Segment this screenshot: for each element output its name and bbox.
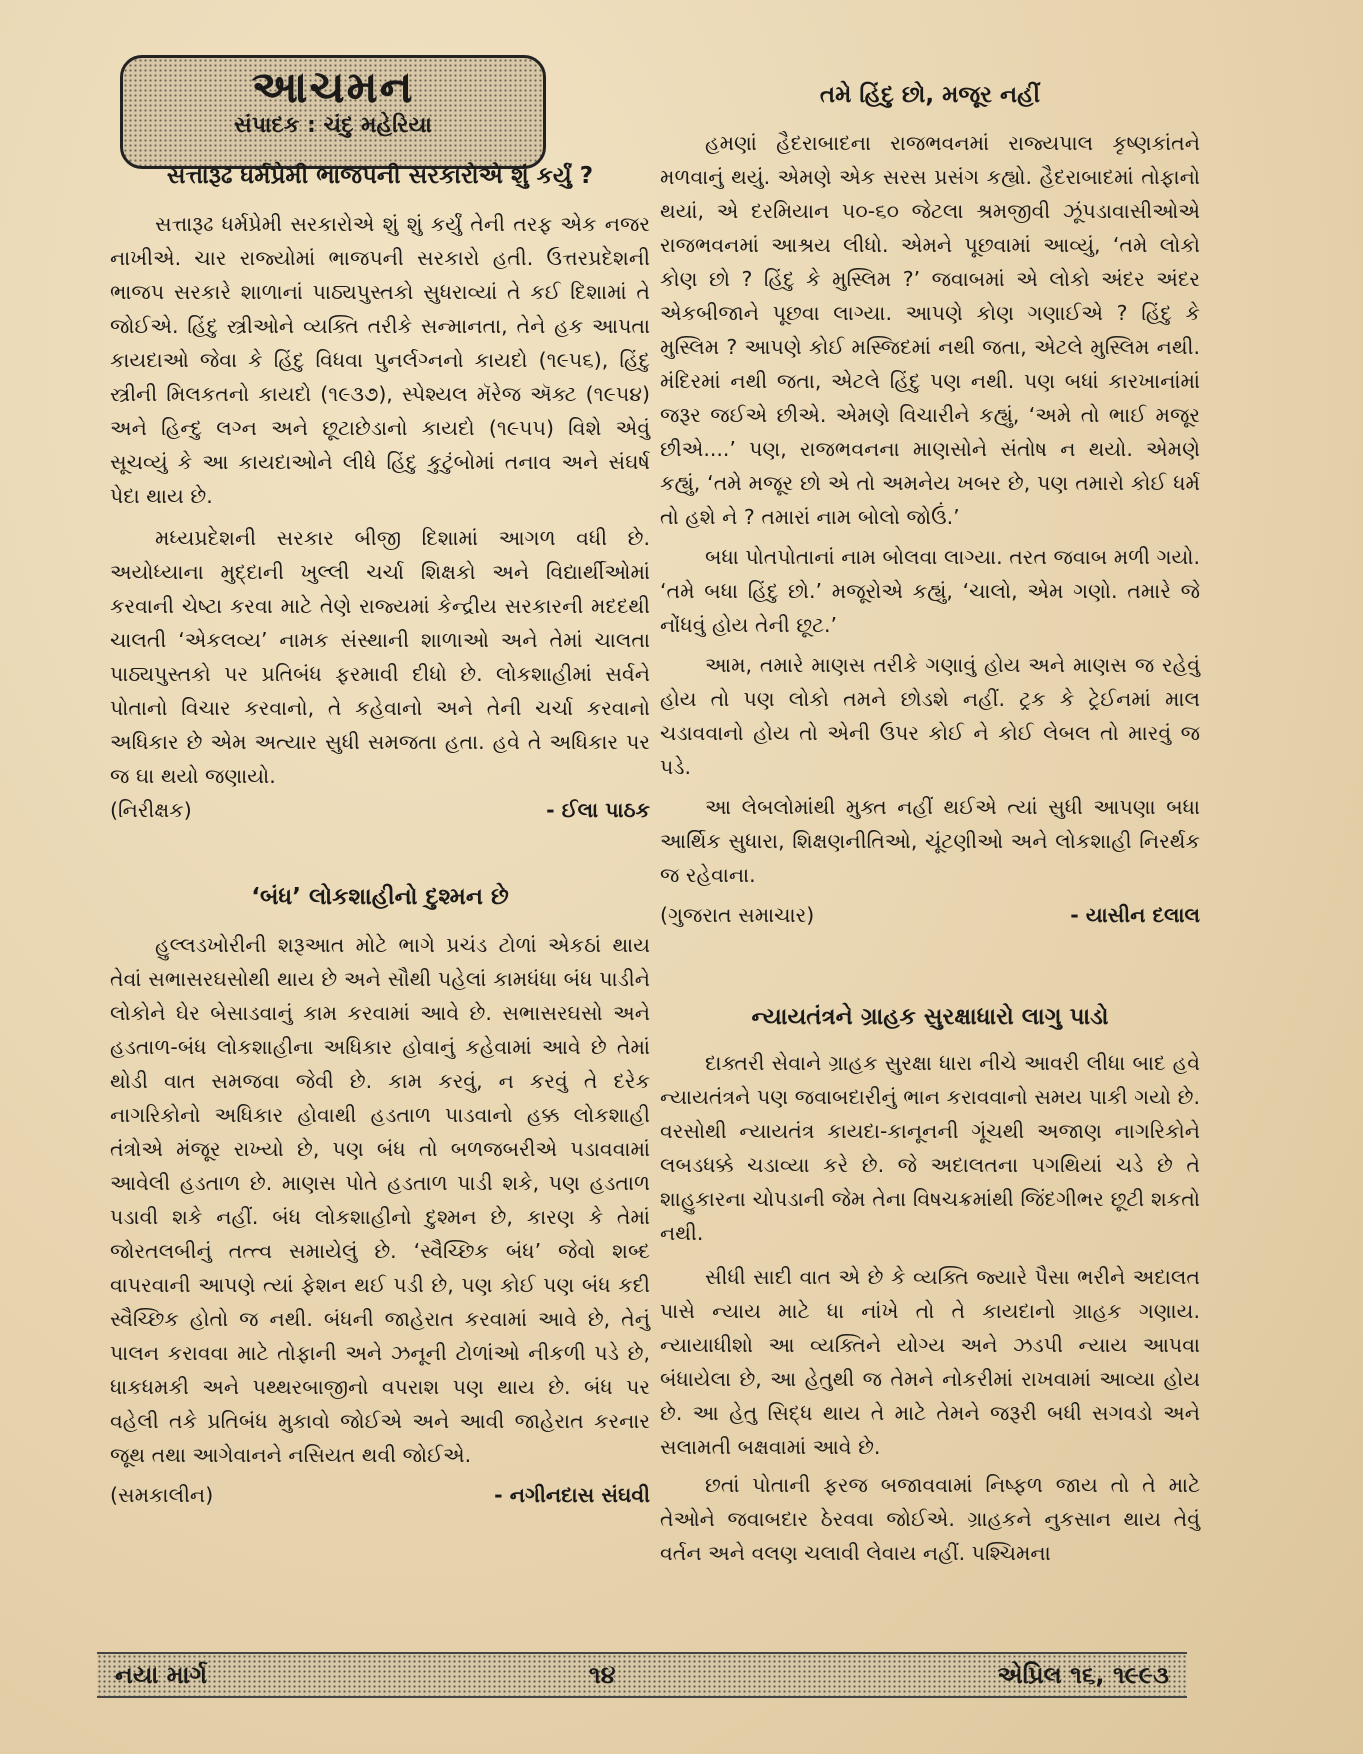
article-3-paragraph: હમણાં હૈદરાબાદના રાજભવનમાં રાજ્યપાલ કૃષ્ણકાંતને મળવાનું થયું. એમણે એક સરસ પ્રસંગ કહ્યો. હૈદરાબાદમાં તોફાનો થયાં, એ દરમિયાન ૫૦-૬૦ જેટલા શ્રમજીવી ઝૂંપડાવાસીઓએ રાજભવનમાં આશ્રય લીધો. એમને પૂછવામાં આવ્યું, ‘તમે લોકો કોણ છો ? હિંદુ કે મુસ્લિમ ?’ જવાબમાં એ લોકો અંદર અંદર એકબીજાને પૂછવા લાગ્યા. આપણે કોણ ગણાઈએ ? હિંદુ કે મુસ્લિમ ? આપણે કોઈ મસ્જિદમાં નથી જતા, એટલે મુસ્લિમ નથી. મંદિરમાં નથી જતા, એટલે હિંદુ પણ નથી. પણ બધાં કારખાનાંમાં જરૂર જઈએ છીએ. એમણે વિચારીને કહ્યું, ‘અમે તો ભાઈ મજૂર છીએ....’ પણ, રાજભવનના માણસોને સંતોષ ન થયો. એમણે કહ્યું, ‘તમે મજૂર છો એ તો અમનેય ખબર છે, પણ તમારો કોઈ ધર્મ તો હશે ને ? તમારાં નામ બોલો જોઉં.’ (660, 131, 1200, 529)
column-title: આચમન (251, 62, 415, 113)
article-2-heading: ‘બંધ’ લોકશાહીનો દુશ્મન છે (251, 884, 509, 910)
article-3-paragraph: આમ, તમારે માણસ તરીકે ગણાવું હોય અને માણસ જ રહેવું હોય તો પણ લોકો તમને છોડશે નહીં. ટ્રક કે ટ્રેઈનમાં માલ ચડાવવાનો હોય તો એની ઉપર કોઈ ને કોઈ લેબલ તો મારવું જ પડે. (660, 653, 1200, 779)
article-1-source: (નિરીક્ષક) (110, 798, 192, 822)
article-1-paragraph: સત્તારૂઢ ધર્મપ્રેમી સરકારોએ શું શું કર્યું તેની તરફ એક નજર નાખીએ. ચાર રાજ્યોમાં ભાજપની સરકારો હતી. ઉત્તરપ્રદેશની ભાજપ સરકારે શાળાનાં પાઠ્યપુસ્તકો સુધરાવ્યાં તે કઈ દિશામાં તે જોઈએ. હિંદુ સ્ત્રીઓને વ્યક્તિ તરીકે સન્માનતા, તેને હક આપતા કાયદાઓ જેવા કે હિંદુ વિધવા પુનર્લગ્નનો કાયદો (૧૯૫૬), હિંદુ સ્ત્રીની મિલકતનો કાયદો (૧૯૩૭), સ્પેશ્યલ મૅરેજ ઍક્ટ (૧૯૫૪) અને હિન્દુ લગ્ન અને છૂટાછેડાનો કાયદો (૧૯૫૫) વિશે એવું સૂચવ્યું કે આ કાયદાઓને લીધે હિંદુ કુટુંબોમાં તનાવ અને સંઘર્ષ પેદા થાય છે. (110, 212, 650, 508)
page-footer (97, 1652, 1187, 1698)
article-3-paragraph: બધા પોતપોતાનાં નામ બોલવા લાગ્યા. તરત જવાબ મળી ગયો. ‘તમે બધા હિંદુ છો.’ મજૂરોએ કહ્યું, ‘ચાલો, એમ ગણો. તમારે જે નોંધવું હોય તેની છૂટ.’ (660, 545, 1200, 637)
article-4-paragraph: છતાં પોતાની ફરજ બજાવવામાં નિષ્ફળ જાય તો તે માટે તેઓને જવાબદાર ઠેરવવા જોઈએ. ગ્રાહકને નુકસાન થાય તેવું વર્તન અને વલણ ચલાવી લેવાય નહીં. પશ્ચિમના (660, 1473, 1200, 1565)
article-1-heading: સત્તારૂઢ ધર્મપ્રેમી ભાજપની સરકારોએ શું કર્યું ? (166, 163, 594, 189)
article-1-body (110, 207, 650, 827)
article-3-attribution (660, 898, 1200, 932)
article-3-heading: તમે હિંદુ છો, મજૂર નહીં (819, 82, 1041, 108)
footer-date: એપ્રિલ ૧૬, ૧૯૯૩ (997, 1661, 1169, 1689)
column-editor: સંપાદક : ચંદુ મહેરિયા (234, 113, 432, 138)
article-1-paragraph: મધ્યપ્રદેશની સરકાર બીજી દિશામાં આગળ વધી છે. અયોધ્યાના મુદ્દાની ખુલ્લી ચર્ચા શિક્ષકો અને વિદ્યાર્થીઓમાં કરવાની ચેષ્ટા કરવા માટે તેણે રાજ્યમાં કેન્દ્રીય સરકારની મદદથી ચાલતી ‘એકલવ્ય’ નામક સંસ્થાની શાળાઓ અને તેમાં ચાલતા પાઠ્યપુસ્તકો પર પ્રતિબંધ ફરમાવી દીધો છે. લોકશાહીમાં સર્વને પોતાનો વિચાર કરવાનો, તે કહેવાનો અને તેની ચર્ચા કરવાનો અધિકાર છે એમ અત્યાર સુધી સમજતા હતા. હવે તે અધિકાર પર જ ઘા થયો જણાયો. (110, 526, 650, 788)
article-2-body (110, 928, 650, 1512)
article-3-paragraph: આ લેબલોમાંથી મુક્ત નહીં થઈએ ત્યાં સુધી આપણા બધા આર્થિક સુધારા, શિક્ષણનીતિઓ, ચૂંટણીઓ અને લોકશાહી નિરર્થક જ રહેવાના. (660, 795, 1200, 887)
article-2-source: (સમકાલીન) (110, 1483, 214, 1507)
column-masthead (120, 55, 546, 169)
footer-magazine-name: નયા માર્ગ (115, 1661, 208, 1689)
article-4-body (660, 1046, 1200, 1570)
article-4-paragraph: દાક્તરી સેવાને ગ્રાહક સુરક્ષા ધારા નીચે આવરી લીધા બાદ હવે ન્યાયતંત્રને પણ જવાબદારીનું ભાન કરાવવાનો સમય પાકી ગયો છે. વરસોથી ન્યાયતંત્ર કાયદા-કાનૂનની ગૂંચથી અજાણ નાગરિકોને લબડધક્કે ચડાવ્યા કરે છે. જે અદાલતના પગથિયાં ચડે છે તે શાહુકારના ચોપડાની જેમ તેના વિષચક્રમાંથી જિંદગીભર છૂટી શકતો નથી. (660, 1051, 1200, 1245)
article-4-heading: ન્યાયતંત્રને ગ્રાહક સુરક્ષાધારો લાગુ પાડો (751, 1004, 1109, 1030)
article-2-paragraph: હુલ્લડખોરીની શરૂઆત મોટે ભાગે પ્રચંડ ટોળાં એકઠાં થાય તેવાં સભાસરઘસોથી થાય છે અને સૌથી પહેલાં કામધંધા બંધ પાડીને લોકોને ઘેર બેસાડવાનું કામ કરવામાં આવે છે. સભાસરઘસો અને હડતાળ-બંધ લોકશાહીના અધિકાર હોવાનું કહેવામાં આવે છે તેમાં થોડી વાત સમજવા જેવી છે. કામ કરવું, ન કરવું તે દરેક નાગરિકોનો અધિકાર હોવાથી હડતાળ પાડવાનો હક્ક લોકશાહી તંત્રોએ મંજૂર રાખ્યો છે, પણ બંધ તો બળજબરીએ પડાવવામાં આવેલી હડતાળ છે. માણસ પોતે હડતાળ પાડી શકે, પણ હડતાળ પડાવી શકે નહીં. બંધ લોકશાહીનો દુશ્મન છે, કારણ કે તેમાં જોરતલબીનું તત્ત્વ સમાયેલું છે. ‘સ્વૈચ્છિક બંધ’ જેવો શબ્દ વાપરવાની આપણે ત્યાં ફેશન થઈ પડી છે, પણ કોઈ પણ બંધ કદી સ્વૈચ્છિક હોતો જ નથી. બંધની જાહેરાત કરવામાં આવે છે, તેનું પાલન કરાવવા માટે તોફાની અને ઝનૂની ટોળાંઓ નીકળી પડે છે, ધાકધમકી અને પથ્થરબાજીનો વપરાશ પણ થાય છે. બંધ પર વહેલી તકે પ્રતિબંધ મુકાવો જોઈએ અને આવી જાહેરાત કરનાર જૂથ તથા આગેવાનને નસિયત થવી જોઈએ. (110, 933, 650, 1467)
article-1-attribution (110, 793, 650, 827)
article-3-author: - યાસીન દલાલ (1070, 903, 1200, 927)
article-3-source: (ગુજરાત સમાચાર) (660, 903, 815, 927)
article-3-body (660, 126, 1200, 932)
article-1-author: - ઈલા પાઠક (546, 798, 650, 822)
article-2-author: - નગીનદાસ સંઘવી (494, 1483, 650, 1507)
footer-page-number: ૧૪ (588, 1661, 616, 1689)
article-4-paragraph: સીધી સાદી વાત એ છે કે વ્યક્તિ જ્યારે પૈસા ભરીને અદાલત પાસે ન્યાય માટે ધા નાંખે તો તે કાયદાનો ગ્રાહક ગણાય. ન્યાયાધીશો આ વ્યક્તિને યોગ્ય અને ઝડપી ન્યાય આપવા બંધાયેલા છે, આ હેતુથી જ તેમને નોકરીમાં રાખવામાં આવ્યા હોય છે. આ હેતુ સિદ્ધ થાય તે માટે તેમને જરૂરી બધી સગવડો અને સલામતી બક્ષવામાં આવે છે. (660, 1265, 1200, 1459)
article-2-attribution (110, 1478, 650, 1512)
